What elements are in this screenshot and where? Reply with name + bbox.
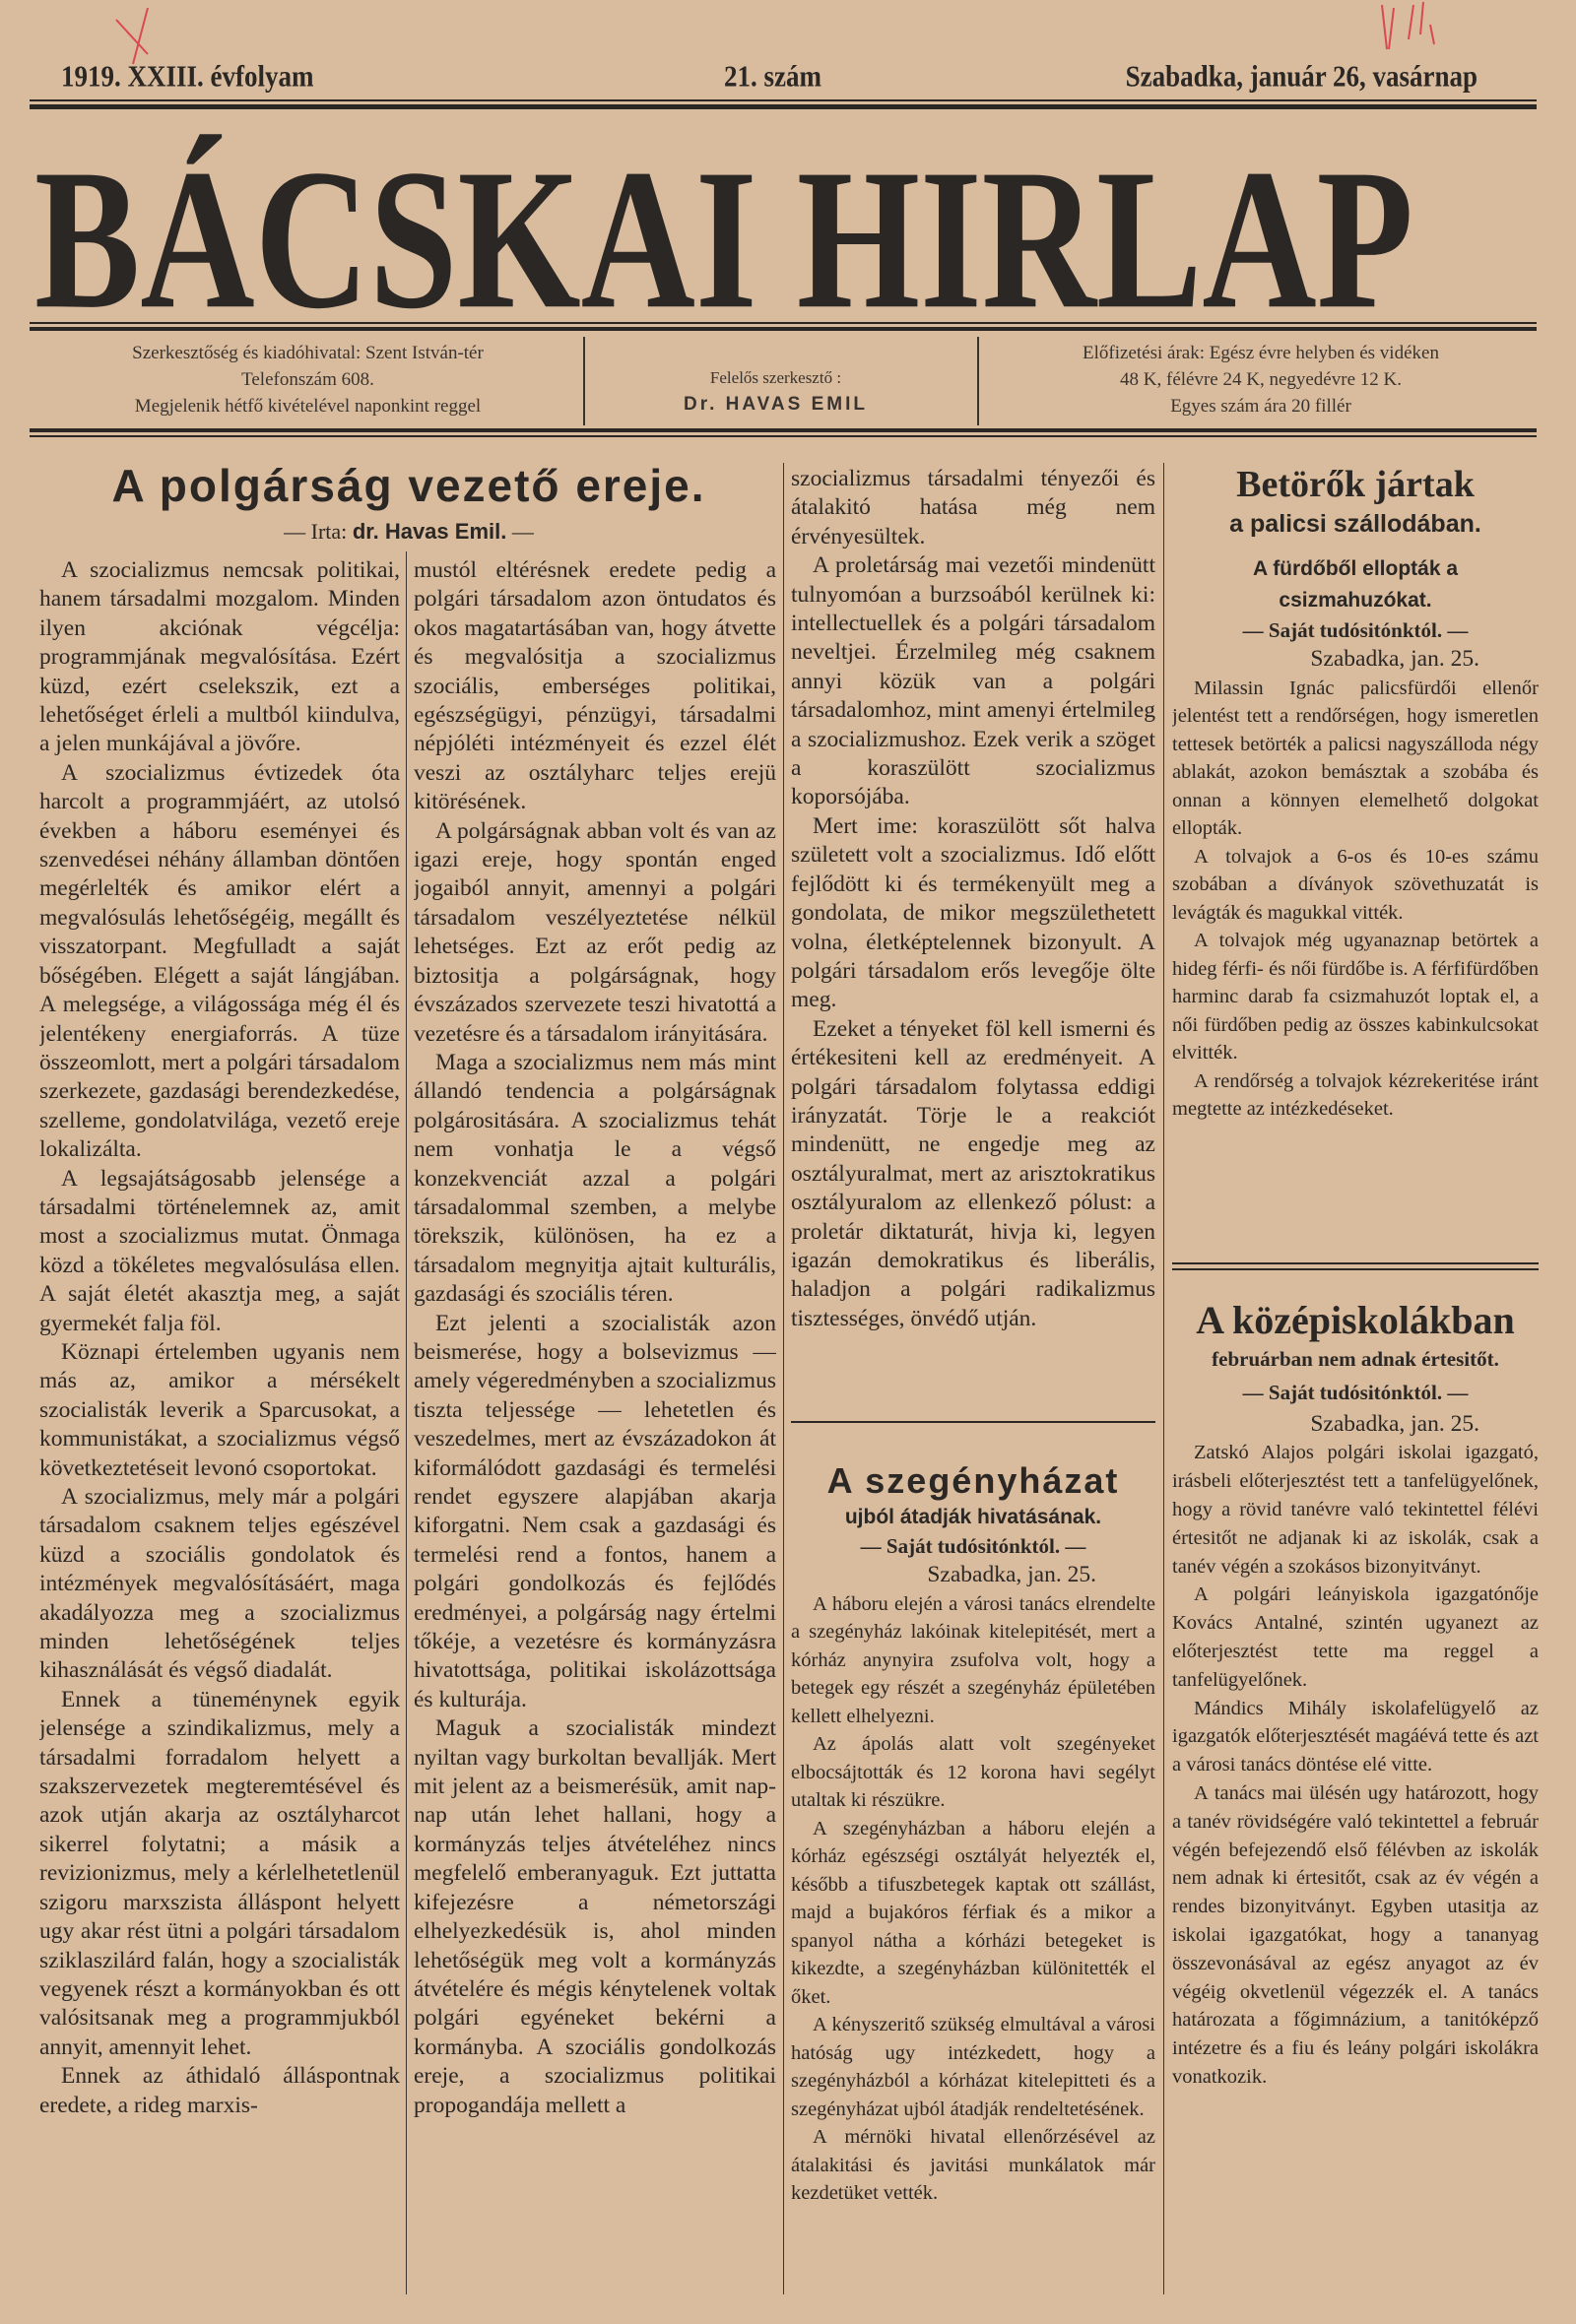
lead-column-2 (414, 556, 776, 2299)
subscription-prices: Előfizetési árak: Egész évre helyben és vidéken (1083, 343, 1439, 363)
paragraph: A szocializmus, mely már a polgári társadalom csaknem teljes egészével küzd a szociális gondolatok és intézmények megvalósításáért, maga akadályozza meg a szocializmus minden lehetőségének teljes kihasználását és végső diadalát. (39, 1484, 400, 1684)
poorhouse-body (791, 1590, 1155, 2208)
editor-info (586, 364, 965, 418)
paragraph: A proletárság mai vezetői mindenütt tulnyomóan a burzsoából kerülnek ki: intellectuellek és a polgári társadalom neveltjei. Érzelmileg még csaknem annyi közük van a polgári társadalomhoz, mint amenyi értelmileg a szocializmushoz. Ezek verik a szöget a koraszülött szocializmus koporsójába. (791, 552, 1155, 810)
paragraph: A legsajátságosabb jelensége a társadalmi történelemnek az, amit most a szocializmus mutat. Önmaga közd a tökéletes megvalósulása ellen. A saját életét akasztja meg, a saját gyermekét falja föl. (39, 1165, 400, 1336)
divider (791, 1421, 1155, 1423)
divider (1172, 1262, 1539, 1264)
burglary-title: Betörők jártak (1236, 464, 1475, 505)
paragraph: Köznapi értelemben ugyanis nem más az, amikor a mérsékelt szocialisták leverik a Sparcusokat, a kommunistákat, a szocializmus végső következtetéseit levonó csoportokat. (39, 1338, 400, 1481)
poorhouse-dateline: Szabadka, jan. 25. (927, 1562, 1096, 1588)
paragraph: Ezt jelenti a szocialisták azon beismerése, hogy a bolsevizmus — amely végeredményben a szocializmus tiszta teljessége — lehetetlen és veszedelmes, mert az évszázadokon át kiformálódott gazdasági és termelési rendet egyszere alapjában akarja kiforgatni. Nem csak a gazdasági és termelési rend a fontos, hanem a polgári gondolkozás és fejlődés eredményei, a polgárság nagy értelmi tőkéje, a vezetésre és kormányzásra hivatottsága, politikai iskolázottsága és kulturája. (414, 1310, 776, 1712)
paragraph: Maga a szocializmus nem más mint állandó tendencia a polgárságnak polgárositására. A szocializmus tehát nem vonhatja le a végső konzekvenciát azzal a polgári társadalommal szemben, a melybe törekszik, különösen, ha ez a társadalom megnyitja ajtait kulturális, gazdasági és szociális téren. (414, 1049, 776, 1308)
issue-number: 21. szám (724, 58, 821, 94)
publication-schedule: Megjelenik hétfő kivételével naponkint reggel (134, 396, 482, 417)
column-divider (1163, 463, 1164, 2294)
byline-prefix: — Irta: (284, 519, 348, 544)
issue-date: Szabadka, január 26, vasárnap (1125, 58, 1478, 94)
burglary-deck: A fürdőből ellopták a csizmahuzókat. (1252, 557, 1459, 612)
lead-column-3 (791, 465, 1155, 1410)
schools-article (1172, 1298, 1539, 2297)
masthead-title: BÁCSKAI HIRLAP (34, 128, 1413, 315)
paragraph: A tolvajok még ugyanaznap betörtek a hideg férfi- és női fürdőbe is. A férfifürdőben harminc darab fa csizmahuzót loptak el, a női fürdőben pedig az összes kabinkulcsokat elvitték. (1172, 930, 1539, 1065)
poorhouse-source: — Saját tudósitónktól. — (860, 1534, 1086, 1558)
divider (1172, 1268, 1539, 1270)
burglary-article (1172, 463, 1539, 1251)
lead-column-1 (39, 556, 400, 2299)
paragraph: A polgárságnak abban volt és van az igazi ereje, hogy spontán enged jogaiból annyit, amennyi a polgári társadalom veszélyeztetése nélkül lehetséges. Ezt az erőt pedig az biztositja a polgárságnak, hogy évszázados szervezete teszi hivatottá a vezetésre és a társadalom irányitására. (414, 817, 776, 1047)
volume-label: 1919. XXIII. évfolyam (61, 58, 314, 94)
poorhouse-title: A szegényházat (826, 1460, 1120, 1501)
divider (30, 322, 1537, 324)
divider (30, 435, 1537, 437)
publisher-info (39, 340, 576, 420)
paragraph: mustól eltérésnek eredete pedig a polgári társadalom azon öntudatos és okos magatartásában van, hogy átvette és megvalósitja a szocializmus szociális, emberséges politikai, egészségügyi, pénzügyi, társadalmi népjóléti intézményeit és ezzel élét veszi az osztályharc teljes erejü kitörésének. (414, 557, 776, 815)
divider (30, 104, 1537, 109)
paragraph: A kényszeritő szükség elmultával a városi hatóság ugy intézkedett, hogy a szegényházból a kórházat kitelepitteti és a szegényházat ujból átadják rendeltetésének. (791, 2014, 1155, 2120)
burglary-body (1172, 675, 1539, 1124)
lead-article-title: A polgárság vezető ereje. (111, 460, 706, 511)
paragraph: A szocializmus nemcsak politikai, hanem társadalmi mozgalom. Minden ilyen akciónak végcélja: programmjának megvalósítása. Ezért küzd, ezért cselekszik, ezt a lehetőséget érleli a multból kiindulva, a jelen munkájával a jövőre. (39, 557, 400, 757)
paragraph: A polgári leányiskola igazgatónője Kovács Antalné, szintén ugyanezt az előterjesztést tette ma reggel a tanfelügyelőnek. (1172, 1583, 1539, 1691)
editor-name: Dr. HAVAS EMIL (684, 394, 868, 415)
subscription-rates: 48 K, félévre 24 K, negyedévre 12 K. (1120, 369, 1402, 390)
single-copy-price: Egyes szám ára 20 fillér (1170, 396, 1351, 417)
paragraph: Mert ime: koraszülött sőt halva született volt a szocializmus. Idő előtt fejlődött ki és termékenyült meg a gondolata, de mikor megszülethetett volna, életképtelennek bizonyult. A polgári társadalom erős levegője ölte meg. (791, 812, 1155, 1013)
paragraph: A tolvajok a 6-os és 10-es számu szobában a díványok szövethuzatát is levágták és magukkal vitték. (1172, 845, 1539, 924)
paragraph: Az ápolás alatt volt szegényeket elbocsájtották és 12 korona havi segélyt utaltak ki részükre. (791, 1733, 1155, 1812)
editor-label: Felelős szerkesztő : (709, 368, 842, 387)
paragraph: A mérnöki hivatal ellenőrzésével az átalakitási és javitási munkálatok már kezdetüket vették. (791, 2126, 1155, 2205)
paragraph: szocializmus társadalmi tényezői és átalakitó hatása még nem érvényesültek. (791, 466, 1155, 549)
schools-body (1172, 1439, 1539, 2091)
divider (583, 337, 585, 425)
paragraph: A háboru elején a városi tanács elrendelte a szegényház lakóinak kitelepitését, mert a kórház anynyira zsufolva volt, hogy a betegek egy részét a szegényház épületében kellett elhelyezni. (791, 1592, 1155, 1727)
divider (30, 327, 1537, 331)
lead-article-byline (39, 519, 778, 545)
burglary-subtitle: a palicsi szállodában. (1229, 510, 1481, 538)
schools-source: — Saját tudósitónktól. — (1242, 1381, 1469, 1404)
divider (30, 99, 1537, 101)
column-divider (406, 551, 407, 2294)
byline-suffix: — (511, 519, 534, 544)
schools-dateline: Szabadka, jan. 25. (1310, 1411, 1479, 1437)
schools-subtitle: februárban nem adnak értesitőt. (1212, 1347, 1499, 1371)
phone-number: Telefonszám 608. (241, 369, 374, 390)
subscription-info (985, 340, 1537, 420)
paragraph: Milassin Ignác palicsfürdői ellenőr jelentést tett a rendőrségen, hogy ismeretlen tettesek betörték a palicsi nagyszálloda négy ablakát, azokon bemásztak a szobába és onnan a könnyen elemelhető dolgokat ellopták. (1172, 677, 1539, 840)
paragraph: Maguk a szocialisták mindezt nyiltan vagy burkoltan bevallják. Mert mit jelent az a beismerésük, amit nap-nap után lehet hallani, hogy a kormányzás teljes átvételéhez nincs megfelelő emberanyaguk. Ezt juttatta kifejezésre a németországi elhelyezkedésük is, ahol minden lehetőségük meg volt a kormányzás átvételére és mégis kénytelenek voltak polgári egyéneket bekérni a kormányba. A szociális gondolkozás ereje, a szocializmus politikai propogandája mellett a (414, 1715, 776, 2118)
paragraph: A szegényházban a háboru elején a kórház egészségi osztályát helyezték el, később a tifuszbetegek kaptak ott szállást, majd a bujakóros férfiak és a mikor a spanyol nátha a kórházi betegeket is kikezdte, a szegényházban különitették el őket. (791, 1817, 1155, 2008)
paragraph: A szocializmus évtizedek óta harcolt a programmjáért, az utolsó években a háboru eseményei és szenvedései néhány államban döntően megérlelték és amikor elért a megvalósulás lehetőségéig, megállt és visszatorpant. Megfulladt a saját bőségében. Elégett a saját lángjában. A melegsége, a világossága még él és jelentékeny energiaforrás. A tüze összeomlott, mert a polgári társadalom szerkezete, gazdasági berendezkedése, szelleme, gondolatvilága, vezető ereje lokalizálta. (39, 759, 400, 1163)
poorhouse-article (791, 1459, 1155, 2296)
column-divider (783, 463, 784, 2294)
paragraph: A rendőrség a tolvajok kézrekeritése iránt megtette az intézkedéseket. (1172, 1069, 1539, 1121)
masthead-logo (30, 118, 1546, 315)
burglary-dateline: Szabadka, jan. 25. (1310, 646, 1479, 673)
schools-title: A középiskolákban (1196, 1298, 1515, 1342)
office-address: Szerkesztőség és kiadóhivatal: Szent István-tér (132, 343, 484, 363)
paragraph: Mándics Mihály iskolafelügyelő az igazgatók előterjesztését magáévá tette és azt a városi tanács döntése elé vitte. (1172, 1697, 1539, 1776)
paragraph: Ezeket a tényeket föl kell ismerni és értékesiteni kell az eredményeit. A polgári társadalom folytassa eddigi irányzatát. Törje le a reakciót mindenütt, ne engedje meg az osztályuralmat, mert az arisztokratikus osztályuralom az ellenkező pólust: a proletár diktaturát, hivja ki, legyen igazán demokratikus és liberális, haladjon a polgári radikalizmus tisztességes, önvédő utján. (791, 1015, 1155, 1331)
paragraph: Ennek az áthidaló álláspontnak eredete, a rideg marxis- (39, 2063, 400, 2118)
divider (977, 337, 979, 425)
paragraph: A tanács mai ülésén ugy határozott, hogy a tanév rövidségére való tekintettel a február végén befejezendő első félévben az iskolák nem adnak ki értesitőt, csak az év végén a rendes bizonyitványt. Egyben utasitja az iskolai igazgatókat, hogy a tananyag összevonásával az egész anyagot az év végéig okvetlenül végezzék el. A tanács határozata a főgimnázium, a tanitóképző intézetre és a fiu és leány polgári iskolákra vonatkozik. (1172, 1781, 1539, 2088)
byline-author: dr. Havas Emil. (352, 519, 507, 544)
paragraph: Zatskó Alajos polgári iskolai igazgató, irásbeli előterjesztést tett a tanfelügyelőnek, hogy a rövid tanévre való tekintettel félévi értesitőt ne adjanak ki az iskolák, csak a tanév végén a szokásos bizonyitványt. (1172, 1442, 1539, 1578)
burglary-source: — Saját tudósitónktól. — (1242, 618, 1469, 642)
poorhouse-subtitle: ujból átadják hivatásának. (844, 1506, 1102, 1528)
paragraph: Ennek a tüneménynek egyik jelensége a szindikalizmus, mely a társadalmi forradalom helyett a szakszervezetek megteremtésével és azok utján akarja az osztályharcot sikerrel folytatni; a másik a revizionizmus, mely a kérlelhetetlenül szigoru marxszista álláspont helyett ugy akar rést ütni a polgári társadalom sziklaszilárd falán, hogy a szocialisták vegyenek részt a kormányokban és ott valósitsanak meg a programmjukból annyit, amennyit lehet. (39, 1686, 400, 2060)
divider (30, 428, 1537, 432)
